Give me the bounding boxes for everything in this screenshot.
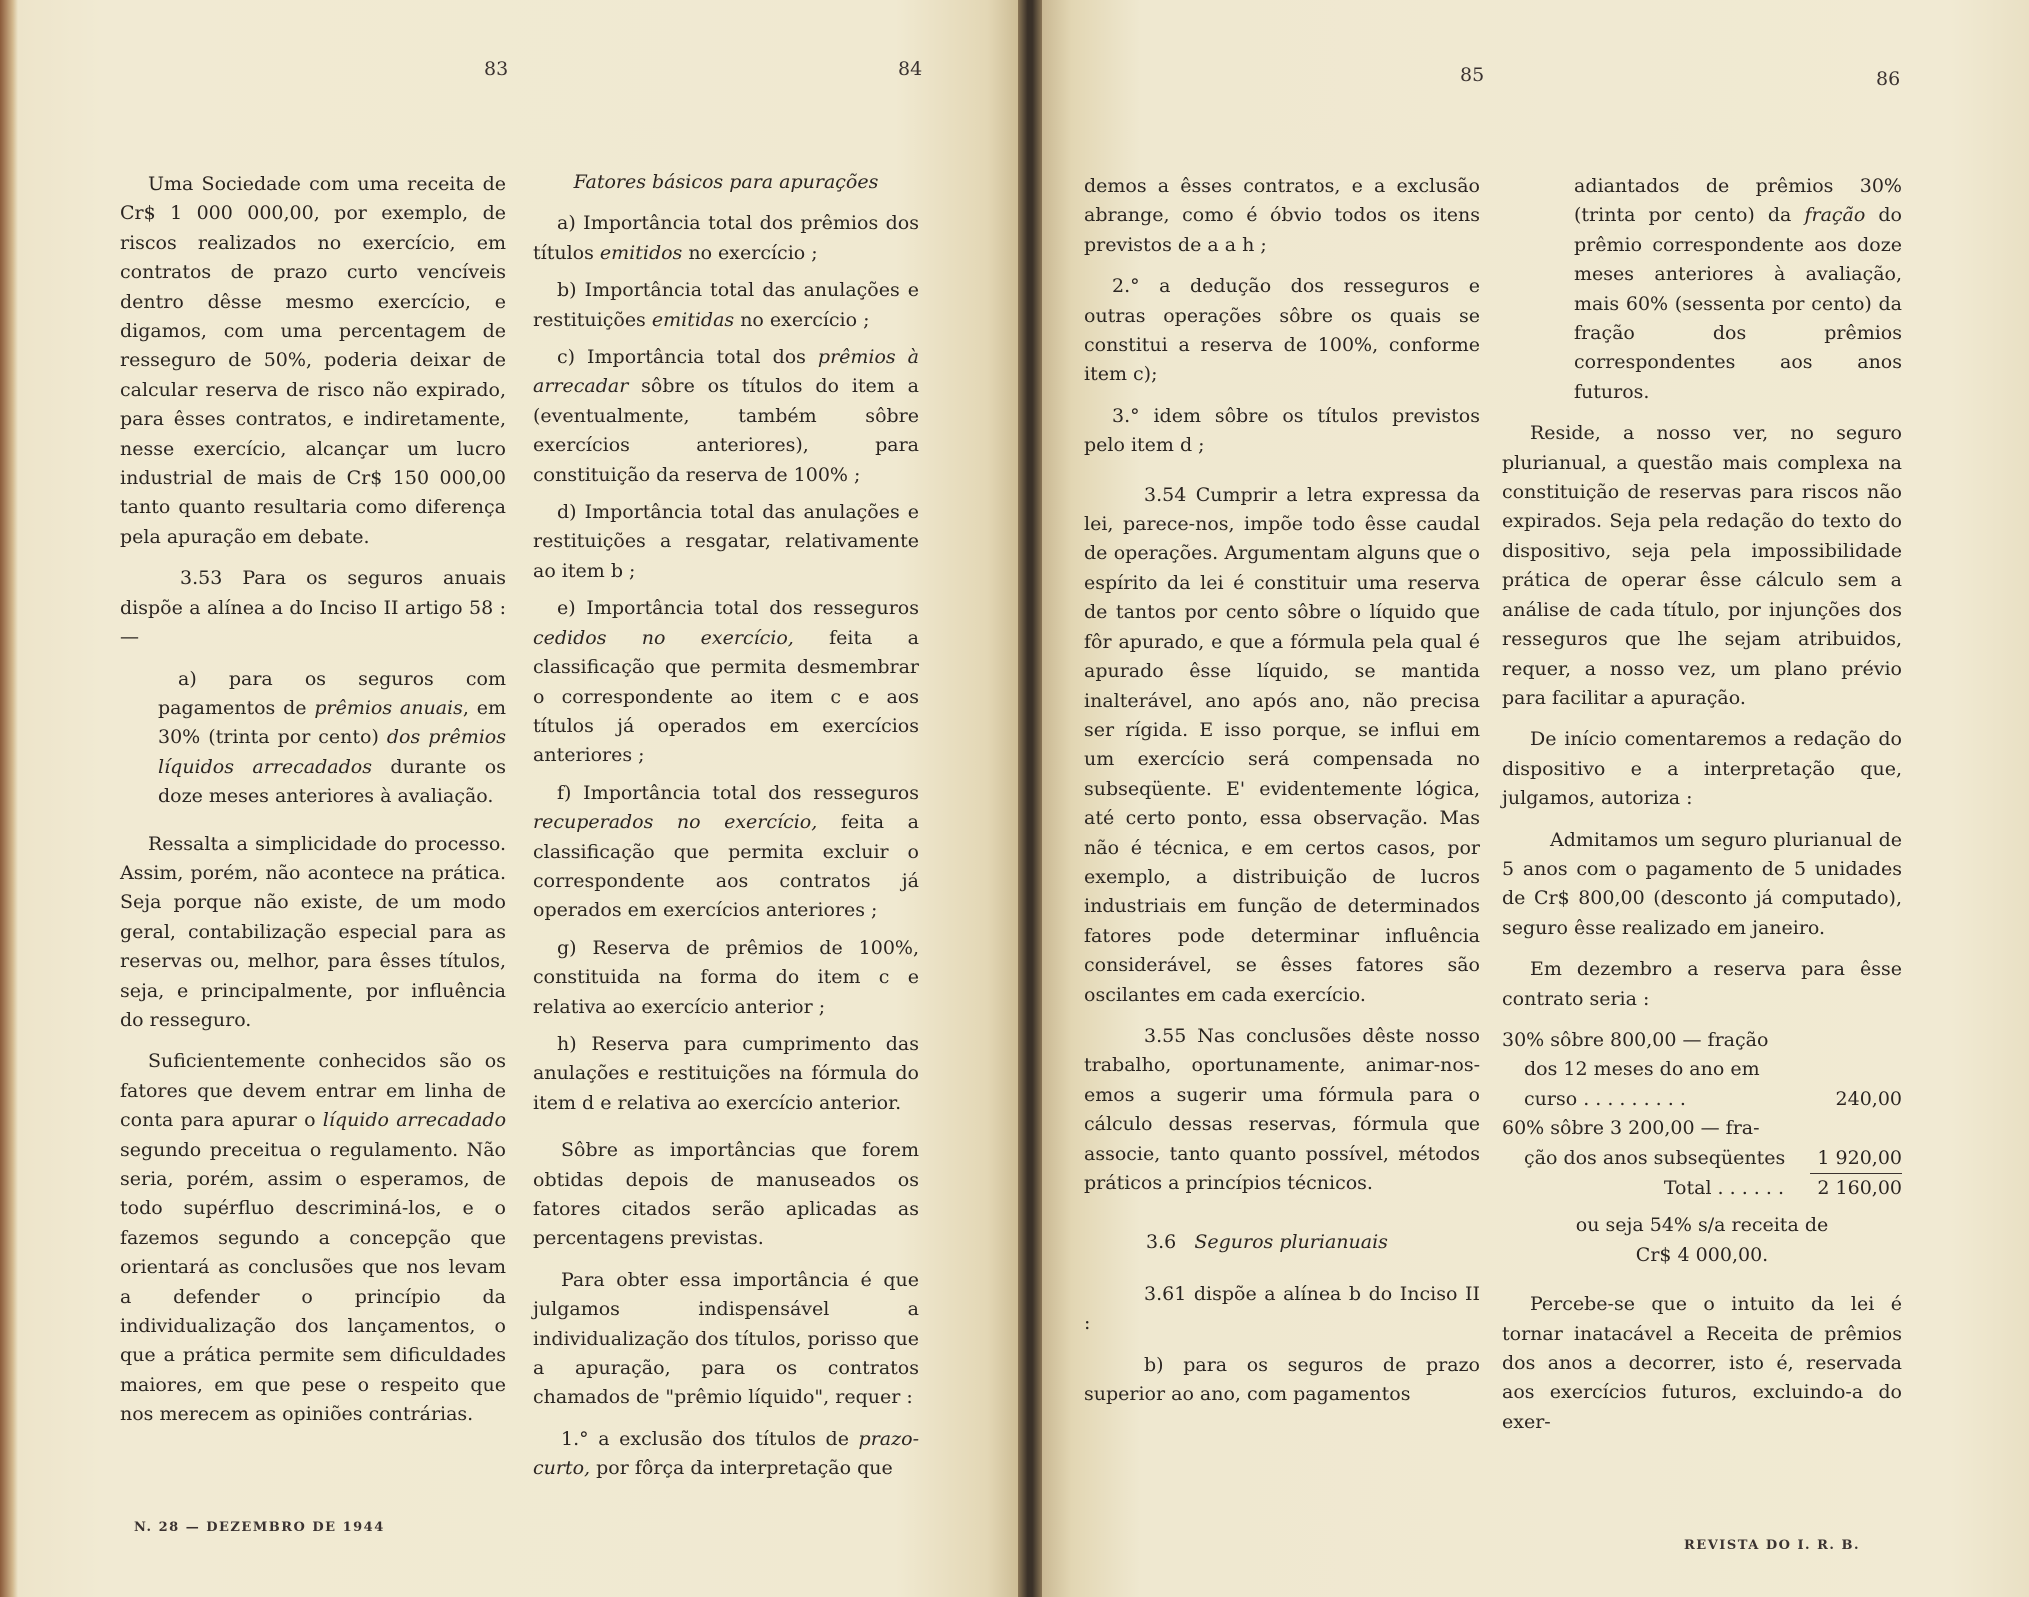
paragraph-simplicidade: Ressalta a simplicidade do processo. Assim, porém, não acontece na prática. Seja porque não existe, de um modo geral, contabilização especial para as reservas ou, melhor, para êsses títulos, seja, e principalmente, por influência do resseguro. [120,832,506,1031]
item-1-exclusao: 1.° a exclusão dos títulos de prazo-curto, por fôrça da interpretação que [533,1427,919,1480]
item-3-idem: 3.° idem sôbre os títulos previstos pelo item d ; [1084,404,1480,457]
calc-note-1: ou seja 54% s/a receita de [1575,1214,1829,1237]
heading-3-6 [1084,1228,1480,1257]
factor-c: c) Importância total dos prêmios à arrecadar sôbre os títulos do item a (eventualmente, também sôbre exercícios anteriores), para constituição da reserva de 100% ; [533,346,919,486]
heading-fatores-basicos: Fatores básicos para apurações [573,171,879,193]
paragraph-importancias: Sôbre as importâncias que forem obtidas depois de manuseados os fatores citados serão aplicadas as percentagens previstas. [533,1139,919,1250]
amount-240: 240,00 [1835,1087,1902,1110]
page-86-column [1502,172,1902,1449]
factor-e: e) Importância total dos resseguros cedidos no exercício, feita a classificação que permita desmembrar o correspondente ao item c e aos títulos já operados em exercícios anteriores ; [533,597,919,767]
calc-row-1b: dos 12 meses do ano em [1524,1058,1760,1081]
paragraph-inicio: De início comentaremos a redação do dispositivo e a interpretação que, julgamos, autoriza : [1502,728,1902,810]
calc-row-2b: ção dos anos subseqüentes 1 920,00 [1502,1144,1902,1174]
page-number-83: 83 [484,58,509,80]
section-3-54: 3.54 Cumprir a letra expressa da lei, parece-nos, impõe todo êsse caudal de operações. Argumentam alguns que o espírito da lei é constituir uma reserva de tantos por cento sôbre o líquido que fôr apurado, e que a fórmula pela qual é apurado êsse líquido, se mantida inalterável, ano após ano, não precisa ser rígida. E isso porque, se influi em um exercício será compensada no subseqüente. E' evidentemente lógica, até certo ponto, essa observação. Mas não é técnica, e em certos casos, por exemplo, a distribuição de lucros industriais em função de determinados fatores pode determinar influência considerável, se êsses fatores são oscilantes em cada exercício. [1084,483,1480,1006]
right-page [1042,0,2029,1597]
amount-1920: 1 920,00 [1817,1146,1902,1169]
factor-a: a) Importância total dos prêmios dos títulos emitidos no exercício ; [533,212,919,264]
section-3-61: 3.61 dispõe a alínea b do Inciso II : [1084,1282,1480,1335]
reserve-calculation-table [1502,1026,1902,1203]
factor-g: g) Reserva de prêmios de 100%, constituida na forma do item c e relativa ao exercício anterior ; [533,936,919,1018]
page-84-column [533,168,919,1496]
item-b-plurianuais: b) para os seguros de prazo superior ao ano, com pagamentos [1084,1353,1480,1406]
book-gutter [1018,0,1042,1597]
item-a-anuais: a) para os seguros com pagamentos de prêmios anuais, em 30% (trinta por cento) dos prêmios líquidos arrecadados durante os doze meses anteriores à avaliação. [158,667,507,808]
factor-b: b) Importância total das anulações e restituições emitidas no exercício ; [533,279,919,331]
amount-total: 2 160,00 [1810,1174,1902,1204]
paragraph-reside: Reside, a nosso ver, no seguro plurianual, a questão mais complexa na constituição de reservas para riscos não expirados. Seja pela redação do texto do dispositivo, seja pela impossibilidade prática de operar êsse cálculo sem a análise de cada título, por injunções dos resseguros que lhe sejam atribuidos, requer, a nosso vez, um plano prévio para facilitar a apuração. [1502,422,1902,709]
item-2-deducao: 2.° a dedução dos resseguros e outras operações sôbre os quais se constitui a reserva de 100%, conforme item c); [1084,275,1480,386]
paragraph-dezembro: Em dezembro a reserva para êsse contrato seria : [1502,958,1902,1010]
paragraph-continuation: demos a êsses contratos, e a exclusão abrange, como é óbvio todos os itens previstos de a a h ; [1084,175,1480,256]
paragraph-percebe: Percebe-se que o intuito da lei é tornar inatacável a Receita de prêmios dos anos a decorrer, isto é, reservada aos exercícios futuros, excluindo-a do exer- [1502,1293,1902,1433]
calc-row-1a: 30% sôbre 800,00 — fração [1502,1028,1769,1051]
calc-row-1c: curso . . . . . . . . . 240,00 [1502,1085,1902,1114]
page-edge [0,0,18,1597]
factor-d: d) Importância total das anulações e restituições a resgatar, relativamente ao item b ; [533,501,919,582]
factor-f: f) Importância total dos resseguros recuperados no exercício, feita a classificação que permita excluir o correspondente aos contratos já operados em exercícios anteriores ; [533,781,919,922]
footer-issue: N. 28 — DEZEMBRO DE 1944 [134,1520,385,1535]
page-85-column [1084,172,1480,1421]
paragraph-obter: Para obter essa importância é que julgamos indispensável a individualização dos títulos, porisso que a apuração, para os contratos chamados de "prêmio líquido", requer : [533,1268,919,1409]
page-number-84: 84 [898,58,923,80]
paragraph-sociedade: Uma Sociedade com uma receita de Cr$ 1 000 000,00, por exemplo, de riscos realizados no exercício, em contratos de prazo curto vencíveis dentro dêsse mesmo exercício, e digamos, com uma percentagem de resseguro de 50%, poderia deixar de calcular reserva de risco não expirado, para êsses contratos, e indiretamente, nesse exercício, alcançar um lucro industrial de mais de Cr$ 150 000,00 tanto quanto resultaria como diferença pela apuração em debate. [120,173,506,548]
footer-journal: REVISTA DO I. R. B. [1684,1538,1860,1553]
calc-note-2: Cr$ 4 000,00. [1635,1243,1769,1266]
section-3-53: 3.53 Para os seguros anuais dispõe a alínea a do Inciso II artigo 58 : — [120,567,506,649]
page-83-column [120,170,506,1442]
paragraph-admitamos: Admitamos um seguro plurianual de 5 anos com o pagamento de 5 unidades de Cr$ 800,00 (desconto já computado), seguro êsse realizado em janeiro. [1502,828,1902,939]
section-3-55: 3.55 Nas conclusões dêste nosso trabalho, oportunamente, animar-nos-emos a sugerir uma fórmula para o cálculo dessas reservas, fórmula que associe, tanto quanto possível, métodos práticos a princípios técnicos. [1084,1024,1480,1194]
section-title: Seguros plurianuais [1194,1231,1388,1254]
page-number-85: 85 [1460,64,1485,86]
factor-h: h) Reserva para cumprimento das anulações e restituições na fórmula do item d e relativa ao exercício anterior. [533,1032,919,1114]
section-number: 3.6 [1146,1231,1177,1254]
paragraph-fatores: Suficientemente conhecidos são os fatores que devem entrar em linha de conta para apurar o líquido arrecadado segundo preceitua o regulamento. Não seria, porém, assim o esperamos, de todo supérfluo descriminá-los, e o fazemos segundo a concepção que orientará as conclusões que nos levam a defender o princípio da individualização dos lançamentos, o que a prática permite sem dificuldades maiores, em que pese o respeito que nos merecem as opiniões contrárias. [120,1050,507,1426]
paragraph-adiantados: adiantados de prêmios 30% (trinta por cento) da fração do prêmio correspondente aos doze meses anteriores à avaliação, mais 60% (sessenta por cento) da fração dos prêmios correspondentes aos anos futuros. [1574,175,1902,403]
page-number-86: 86 [1876,68,1901,90]
calc-total-row: Total . . . . . . 2 160,00 [1502,1174,1902,1204]
calc-row-2a: 60% sôbre 3 200,00 — fra- [1502,1117,1760,1140]
